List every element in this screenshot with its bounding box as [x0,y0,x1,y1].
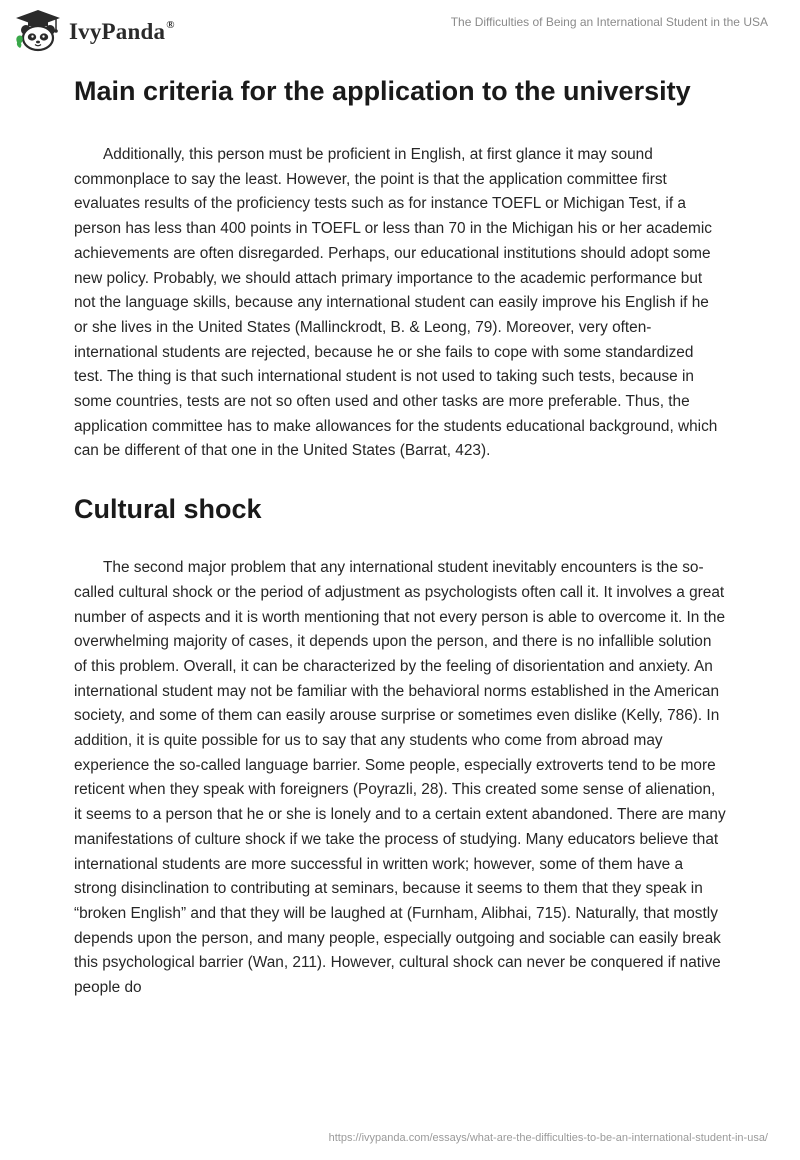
essay-content [74,72,726,1000]
panda-graduate-icon [12,8,64,52]
brand-name: IvyPanda® [69,19,175,44]
section-heading-cultural-shock: Cultural shock [74,494,262,525]
document-title: The Difficulties of Being an International Student in the USA [450,15,768,29]
source-url[interactable]: https://ivypanda.com/essays/what-are-the-difficulties-to-be-an-international-student-in-usa/ [328,1132,768,1144]
page-header [0,0,800,72]
ivypanda-logo[interactable] [12,8,175,52]
section-heading-application-criteria: Main criteria for the application to the university [74,76,691,106]
paragraph-cultural-shock: The second major problem that any international student inevitably encounters is the so-called cultural shock or the period of adjustment as psychologists often call it. It involves a great number of aspects and it is worth mentioning that not every person is able to overcome it. In the overwhelming majority of cases, it depends upon the person, and there is no infallible solution of this problem. Overall, it can be characterized by the feeling of disorientation and anxiety. An international student may not be familiar with the behavioral norms established in the American society, and some of them can easily arouse surprise or sometimes even dislike (Kelly, 786). In addition, it is quite possible for us to say that any students who come from abroad may experience the so-called language barrier. Some people, especially extroverts tend to be more reticent when they speak with foreigners (Poyrazli, 28). This created some sense of alienation, it seems to a person that he or she is lonely and to a certain extent abandoned. There are many manifestations of culture shock if we take the process of studying. Many educators believe that international students are more successful in written work; however, some of them have a strong disinclination to contributing at seminars, because it seems to them that they speak in “broken English” and that they will be laughed at (Furnham, Alibhai, 715). Naturally, that mostly depends upon the person, and many people, especially outgoing and sociable can easily break this psychological barrier (Wan, 211). However, cultural shock can never be conquered if native people do [74,559,726,997]
paragraph-application-criteria: Additionally, this person must be proficient in English, at first glance it may sound commonplace to say the least. However, the point is that the application committee first evaluates results of the proficiency tests such as for instance TOEFL or Michigan Test, if a person has less than 400 points in TOEFL or less than 70 in the Michigan his or her academic achievements are often disregarded. Perhaps, our educational institutions should adopt some new policy. Probably, we should attach primary importance to the academic performance but not the language skills, because any international student can easily improve his English if he or she lives in the United States (Mallinckrodt, B. & Leong, 79). Moreover, very often-international students are rejected, because he or she fails to cope with some standardized test. The thing is that such international student is not used to taking such tests, because in some countries, tests are not so often used and other tasks are more preferable. Thus, the application committee has to make allowances for the students educational background, which can be different of that one in the United States (Barrat, 423). [74,146,718,460]
